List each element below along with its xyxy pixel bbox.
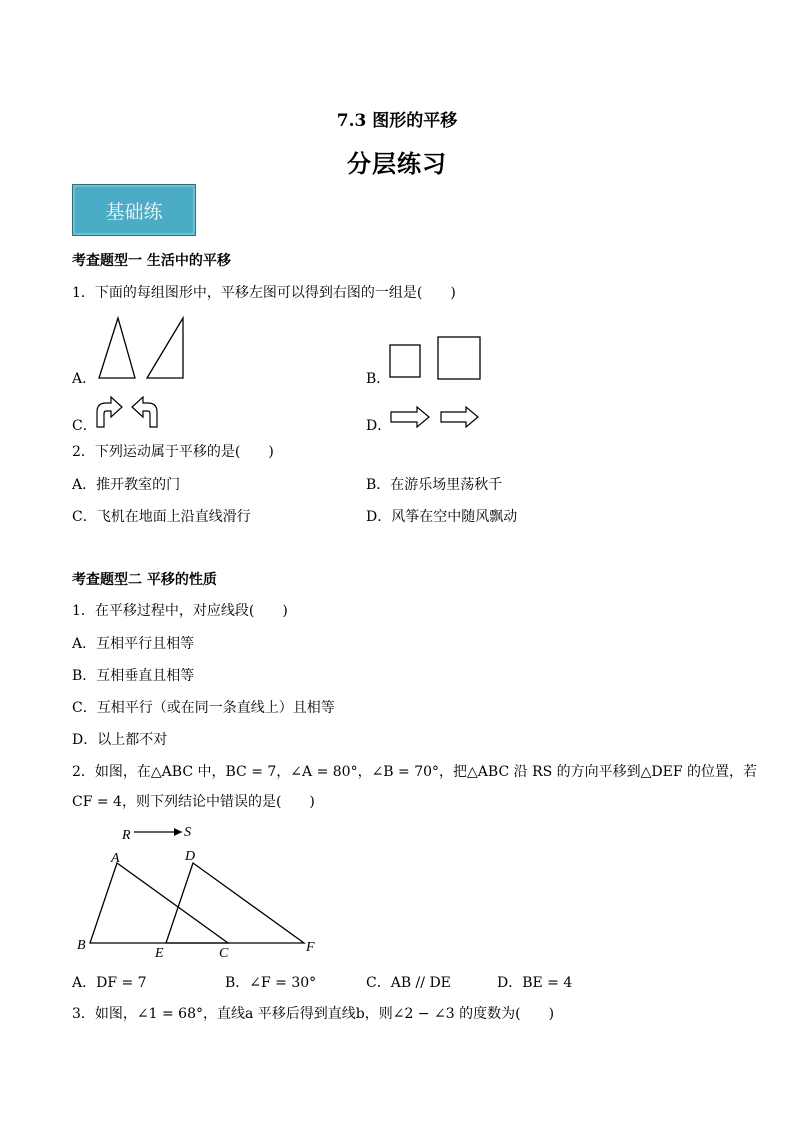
question-2-1-option-d: D．以上都不对 bbox=[72, 732, 168, 748]
question-1-1-option-c-label: C． bbox=[72, 418, 97, 434]
question-2-1-option-c: C．互相平行（或在同一条直线上）且相等 bbox=[72, 700, 335, 716]
question-2-2-stem-line2: CF = 4，则下列结论中错误的是( ) bbox=[72, 794, 315, 810]
curved-arrow-left-icon bbox=[132, 397, 157, 427]
triangle-left bbox=[99, 318, 135, 378]
question-2-2-option-c: C．AB // DE bbox=[366, 975, 451, 991]
section-1-title: 考查题型一 生活中的平移 bbox=[72, 253, 231, 269]
question-2-2-option-d: D．BE = 4 bbox=[497, 975, 573, 991]
question-1-1-option-d-label: D． bbox=[366, 418, 392, 434]
translation-triangles-figure bbox=[70, 815, 330, 965]
question-2-2-option-a: A．DF = 7 bbox=[72, 975, 147, 991]
question-1-1-option-a-label: A． bbox=[72, 371, 97, 387]
section-2-title: 考查题型二 平移的性质 bbox=[72, 572, 217, 588]
question-1-1-stem: 1．下面的每组图形中，平移左图可以得到右图的一组是( ) bbox=[72, 285, 456, 301]
label-e: E bbox=[155, 946, 164, 961]
triangle-abc bbox=[90, 863, 228, 943]
label-b: B bbox=[77, 938, 86, 953]
question-2-3-stem: 3．如图，∠1 = 68°，直线a 平移后得到直线b，则∠2 − ∠3 的度数为( ) bbox=[72, 1006, 555, 1022]
label-f: F bbox=[306, 940, 315, 955]
option-d-straight-arrows-figure bbox=[389, 404, 481, 430]
label-r: R bbox=[122, 828, 131, 843]
question-1-1-option-b-label: B． bbox=[366, 371, 391, 387]
question-1-2-option-b: B．在游乐场里荡秋千 bbox=[366, 477, 503, 493]
page-subtitle: 分层练习 bbox=[347, 149, 447, 178]
square-small bbox=[390, 345, 420, 377]
question-2-2-stem-line1: 2．如图，在△ABC 中，BC = 7，∠A = 80°，∠B = 70°，把△ABC 沿 RS 的方向平移到△DEF 的位置，若 bbox=[72, 764, 758, 780]
square-large bbox=[438, 337, 480, 379]
page-title: 7.3 图形的平移 bbox=[336, 111, 458, 131]
question-2-1-stem: 1．在平移过程中，对应线段( ) bbox=[72, 603, 288, 619]
label-c: C bbox=[219, 946, 229, 961]
option-c-curved-arrows-figure bbox=[93, 394, 163, 430]
triangle-def bbox=[166, 863, 304, 943]
label-d: D bbox=[185, 849, 196, 864]
question-1-2-option-d: D．风筝在空中随风飘动 bbox=[366, 509, 518, 525]
label-a: A bbox=[111, 851, 120, 866]
question-1-2-stem: 2．下列运动属于平移的是( ) bbox=[72, 444, 274, 460]
option-b-squares-figure bbox=[388, 335, 484, 383]
label-s: S bbox=[184, 825, 191, 840]
curved-arrow-right-icon bbox=[97, 397, 122, 427]
straight-arrow-icon-1 bbox=[391, 407, 429, 427]
question-2-2-option-b: B．∠F = 30° bbox=[225, 975, 317, 991]
question-1-2-option-c: C．飞机在地面上沿直线滑行 bbox=[72, 509, 251, 525]
question-1-2-option-a: A．推开教室的门 bbox=[72, 477, 181, 493]
option-a-triangles-figure bbox=[95, 314, 190, 384]
straight-arrow-icon-2 bbox=[441, 407, 478, 427]
question-2-1-option-a: A．互相平行且相等 bbox=[72, 636, 195, 652]
rs-arrowhead-icon bbox=[174, 828, 182, 836]
triangle-right bbox=[147, 318, 183, 378]
question-2-1-option-b: B．互相垂直且相等 bbox=[72, 668, 195, 684]
level-badge: 基础练 bbox=[72, 184, 196, 236]
